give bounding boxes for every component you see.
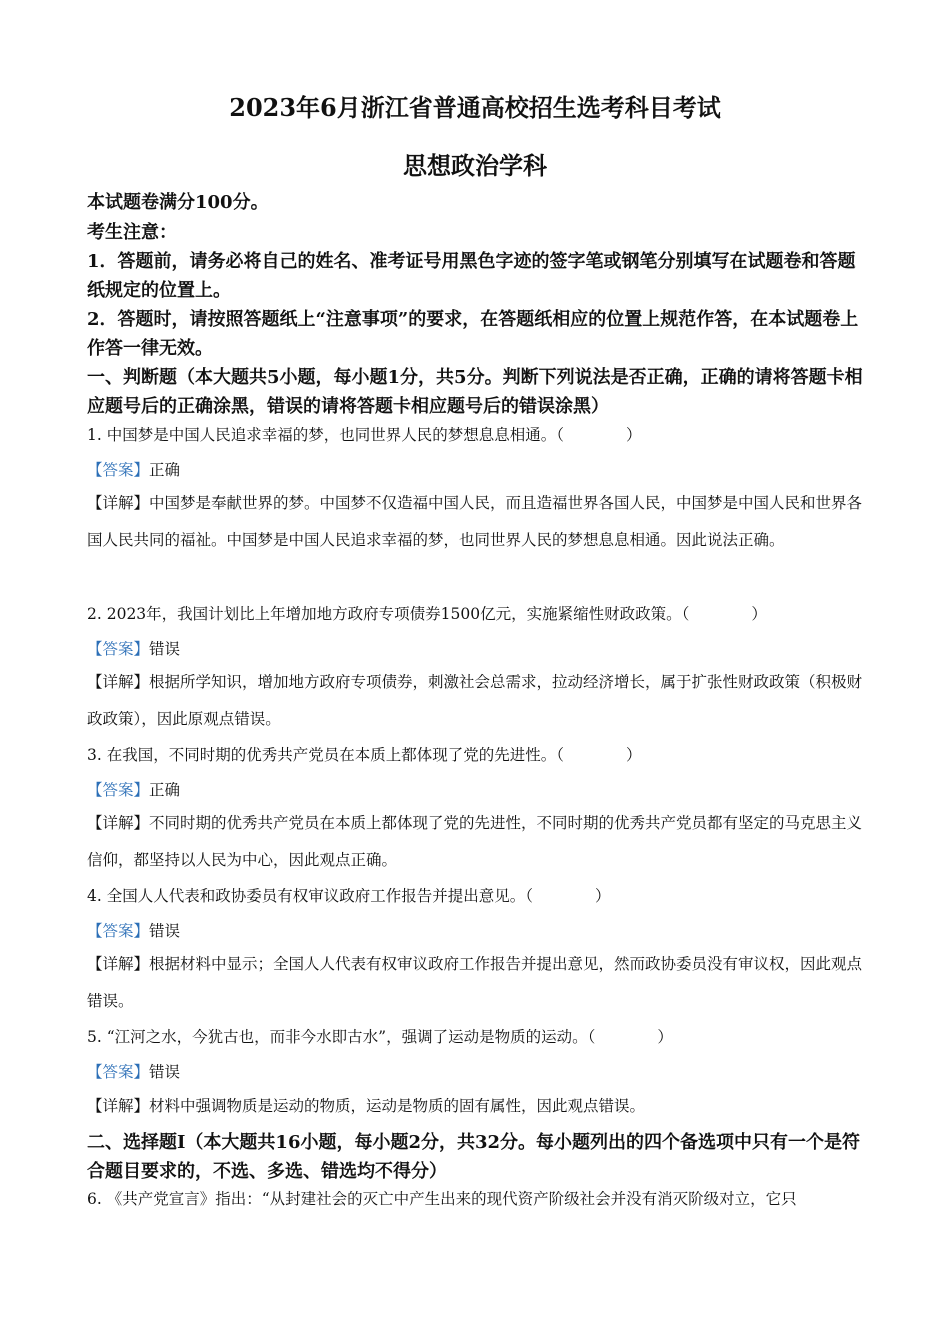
detail-4 [87, 946, 867, 1020]
answer-2 [87, 638, 867, 660]
detail-5 [87, 1088, 867, 1125]
detail-tag: 【详解】 [87, 814, 150, 832]
detail-text: 根据材料中显示；全国人人代表有权审议政府工作报告并提出意见，然而政协委员没有审议权，因此观点错误。 [87, 955, 863, 1010]
detail-3 [87, 805, 867, 879]
answer-value: 错误 [149, 1063, 181, 1081]
detail-tag: 【详解】 [87, 494, 150, 512]
detail-text: 根据所学知识，增加地方政府专项债券，刺激社会总需求，拉动经济增长，属于扩张性财政政策（积极财政政策），因此原观点错误。 [87, 673, 863, 728]
answer-tag: 【答案】 [87, 461, 150, 479]
answer-tag: 【答案】 [87, 1063, 150, 1081]
detail-1 [87, 485, 867, 559]
answer-value: 错误 [149, 922, 181, 940]
question-5: 5. “江河之水，今犹古也，而非今水即古水”，强调了运动是物质的运动。（ ） [87, 1028, 673, 1046]
detail-text: 材料中强调物质是运动的物质，运动是物质的固有属性，因此观点错误。 [149, 1097, 646, 1115]
answer-value: 错误 [149, 640, 181, 658]
full-score-note: 本试题卷满分100分。 [87, 192, 269, 213]
answer-4 [87, 920, 867, 942]
notice-item-1: 1．答题前，请务必将自己的姓名、准考证号用黑色字迹的签字笔或钢笔分别填写在试题卷和答题纸规定的位置上。 [87, 251, 856, 301]
answer-1 [87, 459, 867, 481]
answer-3 [87, 779, 867, 801]
answer-tag: 【答案】 [87, 922, 150, 940]
detail-tag: 【详解】 [87, 1097, 150, 1115]
answer-value: 正确 [149, 781, 181, 799]
question-2: 2. 2023年，我国计划比上年增加地方政府专项债券1500亿元，实施紧缩性财政政策。（ ） [87, 605, 767, 623]
question-6: 6. 《共产党宣言》指出：“从封建社会的灭亡中产生出来的现代资产阶级社会并没有消灭阶级对立，它只 [87, 1190, 797, 1208]
detail-text: 中国梦是奉献世界的梦。中国梦不仅造福中国人民，而且造福世界各国人民，中国梦是中国人民和世界各国人民共同的福祉。中国梦是中国人民追求幸福的梦，也同世界人民的梦想息息相通。因此说法正确。 [87, 494, 863, 549]
detail-tag: 【详解】 [87, 955, 150, 973]
answer-tag: 【答案】 [87, 781, 150, 799]
subject-title: 思想政治学科 [403, 151, 547, 180]
answer-5 [87, 1061, 867, 1083]
question-1: 1. 中国梦是中国人民追求幸福的梦，也同世界人民的梦想息息相通。（ ） [87, 426, 642, 444]
answer-tag: 【答案】 [87, 640, 150, 658]
detail-tag: 【详解】 [87, 673, 150, 691]
detail-2 [87, 664, 867, 738]
detail-text: 不同时期的优秀共产党员在本质上都体现了党的先进性，不同时期的优秀共产党员都有坚定的马克思主义信仰，都坚持以人民为中心，因此观点正确。 [87, 814, 863, 869]
exam-title: 2023年6月浙江省普通高校招生选考科目考试 [229, 93, 721, 122]
answer-value: 正确 [149, 461, 181, 479]
question-3: 3. 在我国，不同时期的优秀共产党员在本质上都体现了党的先进性。（ ） [87, 746, 642, 764]
section-2-heading: 二、选择题Ⅰ（本大题共16小题，每小题2分，共32分。每小题列出的四个备选项中只有一个是符合题目要求的，不选、多选、错选均不得分） [87, 1132, 861, 1182]
section-1-heading: 一、判断题（本大题共5小题，每小题1分，共5分。判断下列说法是否正确，正确的请将答题卡相应题号后的正确涂黑，错误的请将答题卡相应题号后的错误涂黑） [87, 367, 863, 417]
notice-item-2: 2．答题时，请按照答题纸上“注意事项”的要求，在答题纸相应的位置上规范作答，在本试题卷上作答一律无效。 [87, 309, 859, 359]
notice-label: 考生注意： [87, 222, 177, 243]
question-4: 4. 全国人人代表和政协委员有权审议政府工作报告并提出意见。（ ） [87, 887, 611, 905]
